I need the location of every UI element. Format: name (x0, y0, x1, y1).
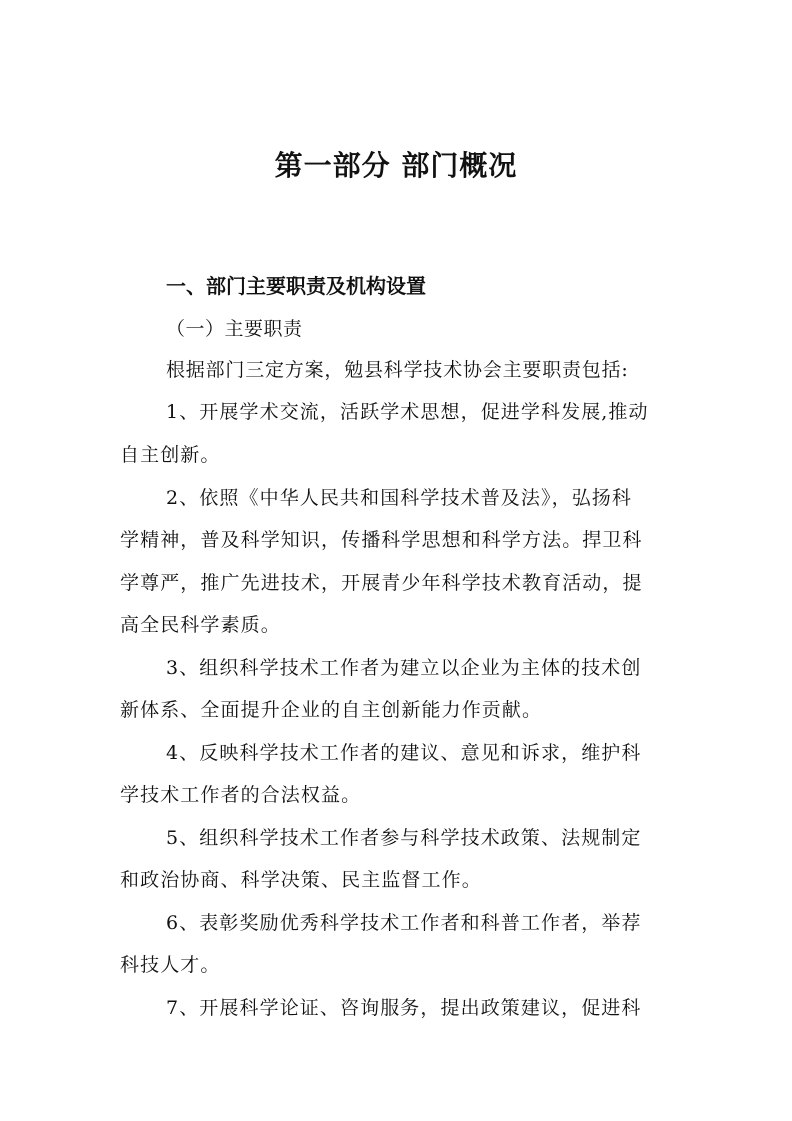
duty-3-line-2: 新体系、全面提升企业的自主创新能力作贡献。 (120, 699, 543, 721)
duty-4-line-2: 学技术工作者的合法权益。 (120, 784, 362, 806)
duty-1-line-2: 自主创新。 (120, 444, 221, 466)
section-heading: 一、部门主要职责及机构设置 (166, 274, 426, 298)
page-title: 第一部分 部门概况 (274, 149, 518, 182)
duty-6-line-2: 科技人才。 (120, 954, 221, 976)
duty-3-line-1: 3、组织科学技术工作者为建立以企业为主体的技术创 (166, 657, 642, 679)
duty-6-line-1: 6、表彰奖励优秀科学技术工作者和科普工作者，举荐 (166, 912, 642, 934)
duty-7-line-1: 7、开展科学论证、咨询服务，提出政策建议，促进科 (166, 997, 642, 1019)
duty-2-line-4: 高全民科学素质。 (120, 614, 281, 636)
duty-1-line-1: 1、开展学术交流，活跃学术思想，促进学科发展,推动 (166, 401, 649, 423)
duty-2-line-1: 2、依照《中华人民共和国科学技术普及法》，弘扬科 (166, 487, 632, 509)
duty-2-line-3: 学尊严，推广先进技术，开展青少年科学技术教育活动，提 (120, 572, 643, 594)
duty-2-line-2: 学精神，普及科学知识，传播科学思想和科学方法。捍卫科 (120, 529, 643, 551)
duty-5-line-2: 和政治协商、科学决策、民主监督工作。 (120, 869, 482, 891)
duty-4-line-1: 4、反映科学技术工作者的建议、意见和诉求，维护科 (166, 742, 642, 764)
subsection-heading: （一）主要职责 (166, 318, 303, 340)
duty-5-line-1: 5、组织科学技术工作者参与科学技术政策、法规制定 (166, 827, 642, 849)
intro-paragraph: 根据部门三定方案，勉县科学技术协会主要职责包括: (166, 359, 629, 381)
